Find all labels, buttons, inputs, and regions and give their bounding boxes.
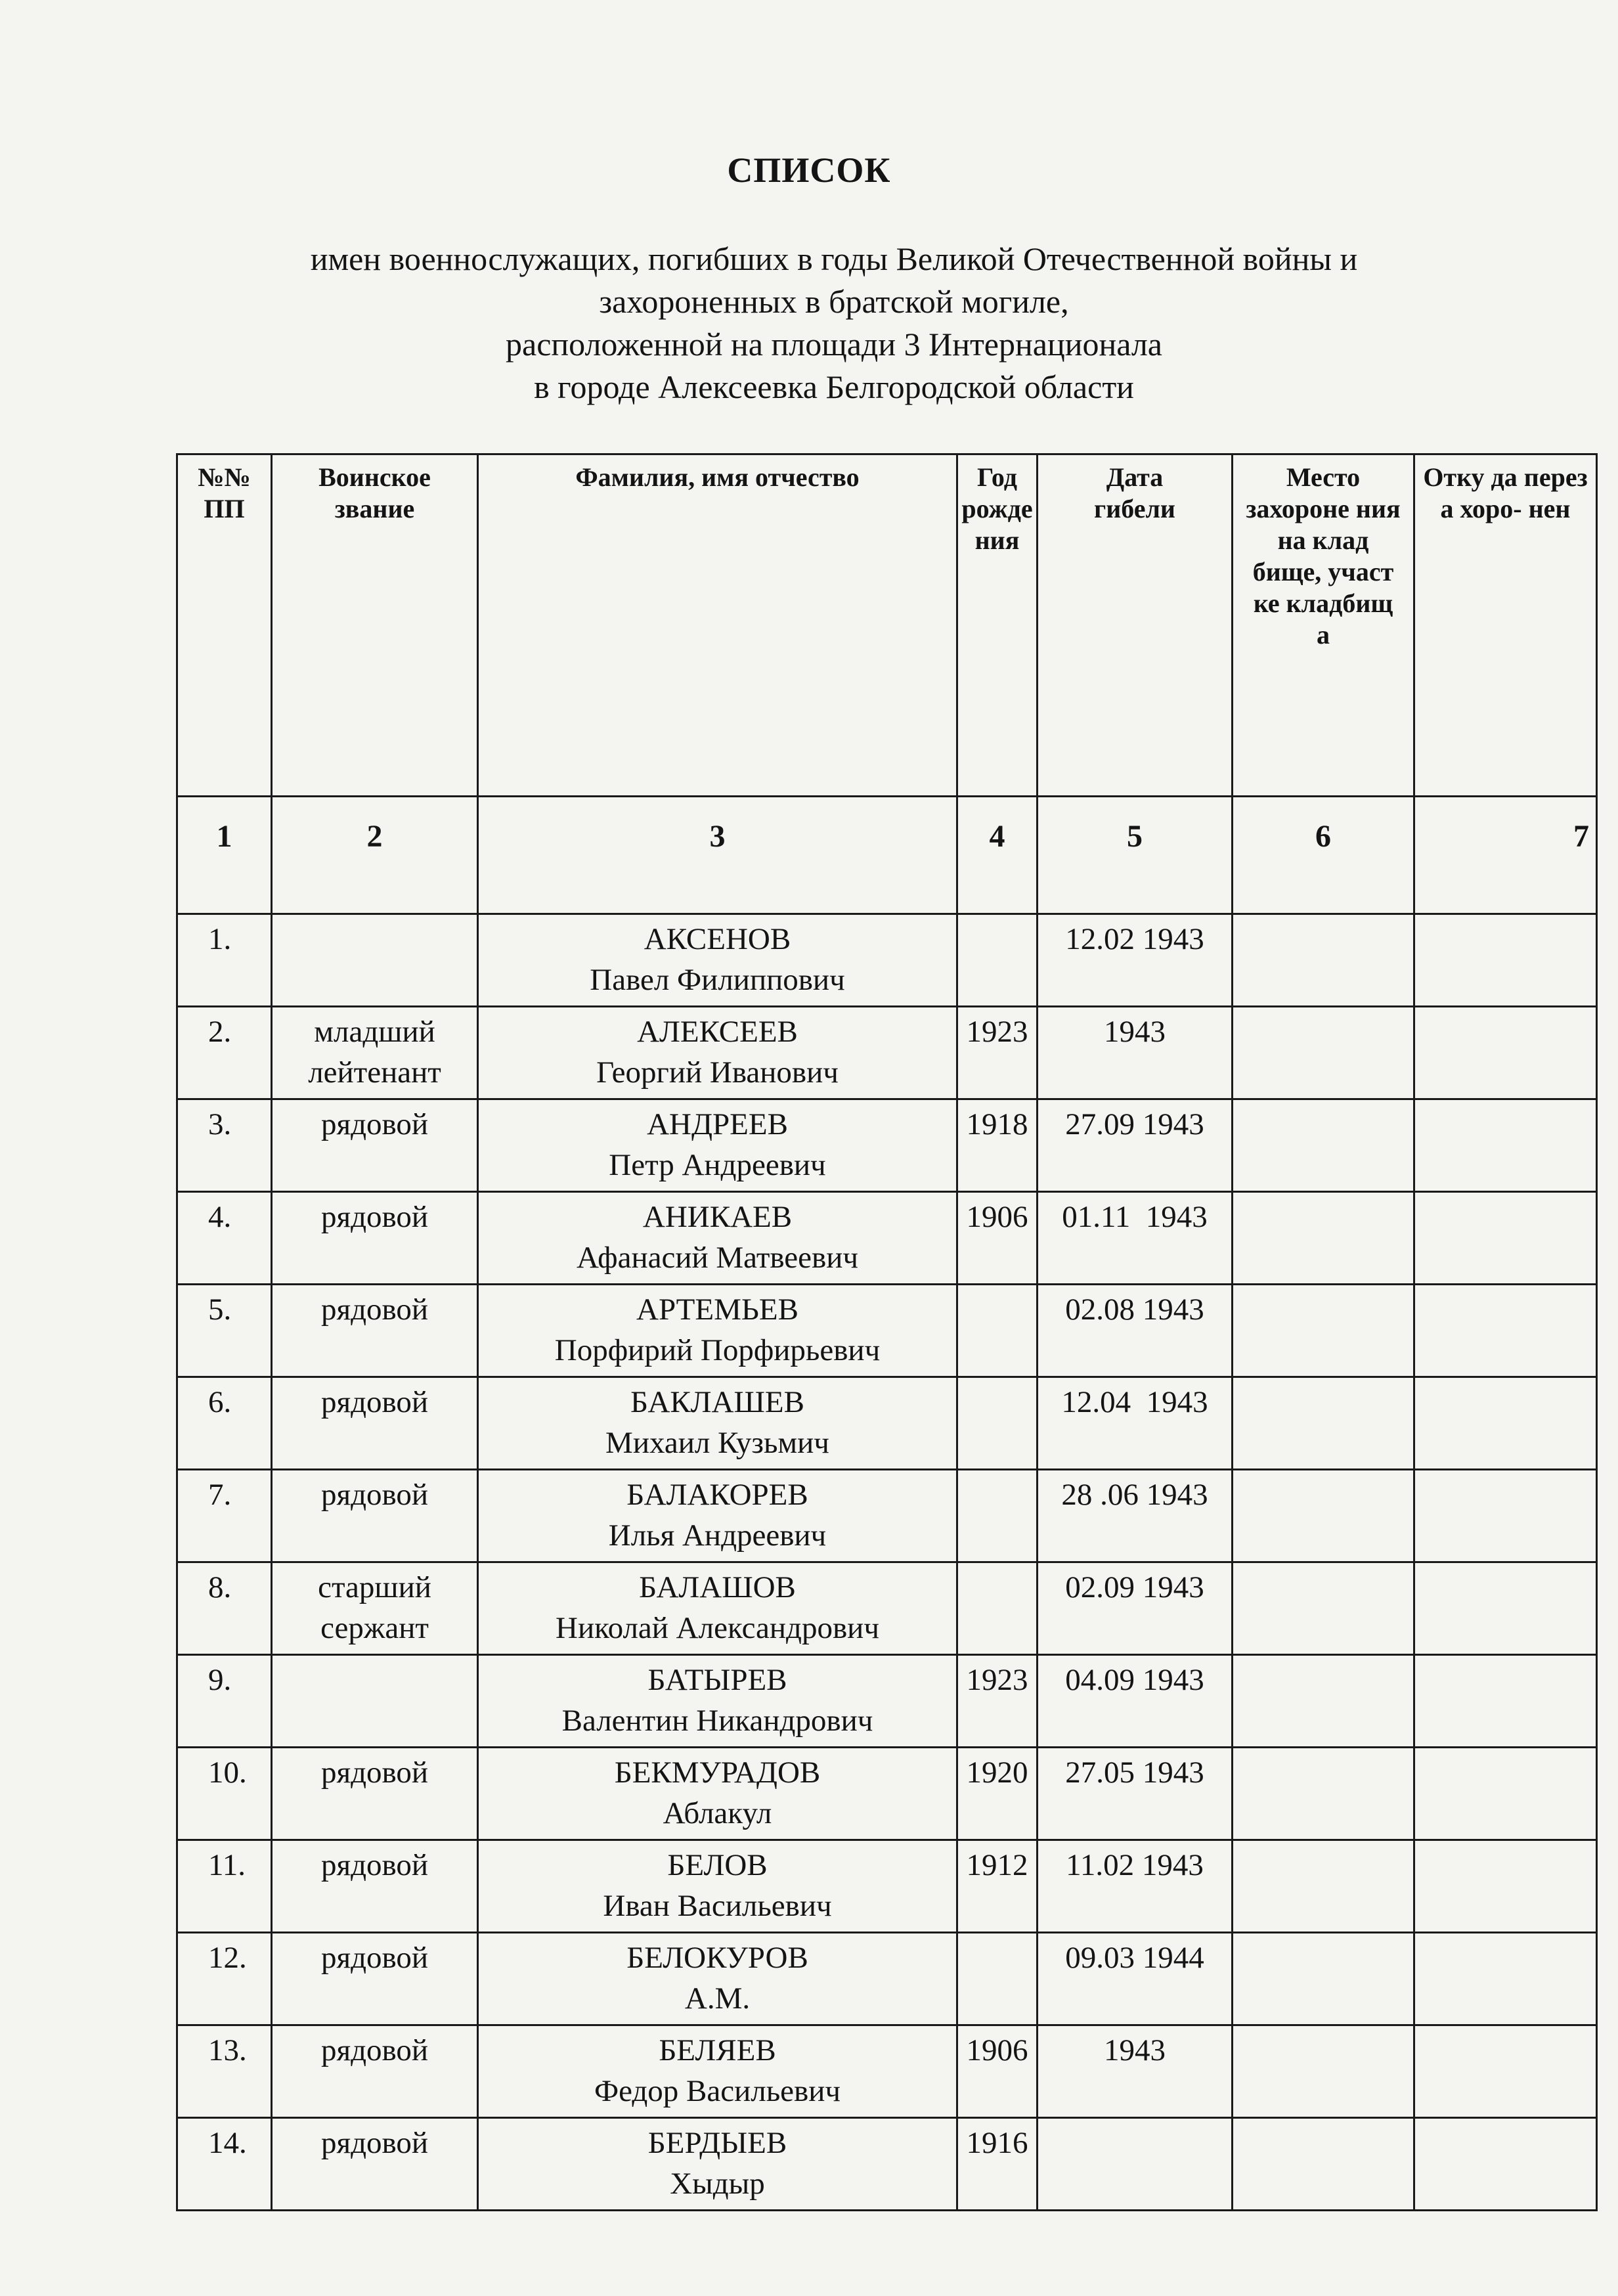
rank-line: лейтенант <box>308 1055 441 1090</box>
rank-line: рядовой <box>320 1200 429 1234</box>
row-death-date <box>1038 1655 1233 1748</box>
row-burial-place <box>1233 1192 1414 1285</box>
row-number <box>177 2118 272 2211</box>
row-burial-place <box>1233 1748 1414 1840</box>
row-burial-place <box>1233 1562 1414 1655</box>
row-number-text: 7. <box>208 1478 232 1512</box>
row-full-name <box>478 1470 957 1562</box>
row-death-date <box>1038 2118 1233 2211</box>
row-rank <box>272 1933 478 2025</box>
row-number <box>177 1655 272 1748</box>
header-full-name: Фамилия, имя отчество <box>478 454 957 797</box>
row-death-date <box>1038 1562 1233 1655</box>
row-rank <box>272 1655 478 1748</box>
given-names: Николай Александрович <box>556 1611 879 1645</box>
row-number-text: 10. <box>208 1755 247 1790</box>
table-row <box>177 1192 1597 1285</box>
rank-line: старший <box>318 1570 431 1604</box>
given-names: Порфирий Порфирьевич <box>554 1333 881 1367</box>
surname: АКСЕНОВ <box>644 922 791 956</box>
burial-list-table <box>176 453 1598 2211</box>
row-full-name <box>478 914 957 1007</box>
birth-year-text: 1920 <box>966 1755 1028 1790</box>
document-title: СПИСОК <box>727 150 891 190</box>
row-full-name <box>478 1933 957 2025</box>
column-number: 6 <box>1233 797 1414 914</box>
given-names: Илья Андреевич <box>608 1518 827 1553</box>
death-date-text: 1943 <box>1104 2033 1166 2067</box>
row-full-name <box>478 1655 957 1748</box>
row-death-date <box>1038 914 1233 1007</box>
row-number <box>177 1840 272 1933</box>
row-burial-place <box>1233 1285 1414 1377</box>
row-full-name <box>478 1285 957 1377</box>
given-names: Аблакул <box>663 1796 772 1830</box>
header-burial-place: Место захороне ния на клад бище, участ ке кладбищ а <box>1233 454 1414 797</box>
subtitle-line: расположенной на площади 3 Интернационала <box>506 326 1162 363</box>
row-death-date <box>1038 1377 1233 1470</box>
row-birth-year <box>957 1007 1038 1099</box>
row-number-text: 4. <box>208 1200 232 1234</box>
row-number-text: 6. <box>208 1385 232 1419</box>
row-birth-year <box>957 2118 1038 2211</box>
column-number: 3 <box>478 797 957 914</box>
surname: АЛЕКСЕЕВ <box>637 1015 798 1049</box>
given-names: Иван Васильевич <box>603 1889 832 1923</box>
row-reburied-from <box>1414 1840 1597 1933</box>
row-number <box>177 914 272 1007</box>
row-burial-place <box>1233 1007 1414 1099</box>
table-row <box>177 1099 1597 1192</box>
row-death-date <box>1038 1285 1233 1377</box>
table-row <box>177 1933 1597 2025</box>
surname: БЕЛЯЕВ <box>659 2033 776 2067</box>
row-reburied-from <box>1414 1377 1597 1470</box>
row-burial-place <box>1233 1099 1414 1192</box>
row-full-name <box>478 1562 957 1655</box>
row-number-text: 3. <box>208 1107 232 1141</box>
column-number: 5 <box>1038 797 1233 914</box>
row-reburied-from <box>1414 1655 1597 1748</box>
given-names: Афанасий Матвеевич <box>577 1241 858 1275</box>
row-reburied-from <box>1414 1933 1597 2025</box>
row-number-text: 14. <box>208 2126 247 2160</box>
table-row <box>177 2118 1597 2211</box>
row-birth-year <box>957 1285 1038 1377</box>
surname: БЕЛОКУРОВ <box>626 1941 808 1975</box>
row-burial-place <box>1233 914 1414 1007</box>
row-full-name <box>478 1007 957 1099</box>
row-rank <box>272 1192 478 1285</box>
row-burial-place <box>1233 1840 1414 1933</box>
death-date-text: 02.08 1943 <box>1065 1292 1204 1327</box>
row-birth-year <box>957 1562 1038 1655</box>
header-rank: Воинское звание <box>272 454 478 797</box>
row-rank <box>272 1377 478 1470</box>
birth-year-text: 1906 <box>966 2033 1028 2067</box>
death-date-text: 04.09 1943 <box>1065 1663 1204 1697</box>
row-birth-year <box>957 1655 1038 1748</box>
death-date-text: 27.05 1943 <box>1065 1755 1204 1790</box>
row-number-text: 2. <box>208 1015 232 1049</box>
table-header-row <box>177 454 1597 797</box>
death-date-text: 09.03 1944 <box>1065 1941 1204 1975</box>
table-row <box>177 1562 1597 1655</box>
row-number <box>177 1377 272 1470</box>
row-death-date <box>1038 1099 1233 1192</box>
rank-line: младший <box>314 1015 435 1049</box>
surname: БАЛАКОРЕВ <box>626 1478 808 1512</box>
row-death-date <box>1038 1470 1233 1562</box>
row-rank <box>272 1840 478 1933</box>
given-names: Валентин Никандрович <box>561 1704 873 1738</box>
given-names: Хыдыр <box>670 2167 765 2201</box>
rank-line: рядовой <box>320 1755 429 1790</box>
row-number <box>177 1562 272 1655</box>
row-death-date <box>1038 1748 1233 1840</box>
birth-year-text: 1918 <box>966 1107 1028 1141</box>
death-date-text: 1943 <box>1104 1015 1166 1049</box>
row-number <box>177 1192 272 1285</box>
row-number-text: 8. <box>208 1570 232 1604</box>
row-birth-year <box>957 1377 1038 1470</box>
row-birth-year <box>957 914 1038 1007</box>
row-burial-place <box>1233 1933 1414 2025</box>
subtitle-line: в городе Алексеевка Белгородской области <box>534 368 1134 405</box>
death-date-text: 12.02 1943 <box>1065 922 1204 956</box>
row-reburied-from <box>1414 2118 1597 2211</box>
birth-year-text: 1923 <box>966 1663 1028 1697</box>
row-death-date <box>1038 1840 1233 1933</box>
row-rank <box>272 1748 478 1840</box>
rank-line: рядовой <box>320 1848 429 1882</box>
table-row <box>177 1377 1597 1470</box>
row-birth-year <box>957 2025 1038 2118</box>
row-number-text: 1. <box>208 922 232 956</box>
header-number: №№ ПП <box>177 454 272 797</box>
row-burial-place <box>1233 2025 1414 2118</box>
row-rank <box>272 2118 478 2211</box>
row-rank <box>272 914 478 1007</box>
row-burial-place <box>1233 1470 1414 1562</box>
row-reburied-from <box>1414 1285 1597 1377</box>
header-birth-year: Год рожде ния <box>957 454 1038 797</box>
subtitle-line: имен военнослужащих, погибших в годы Великой Отечественной войны и <box>310 240 1358 277</box>
row-birth-year <box>957 1748 1038 1840</box>
given-names: Павел Филиппович <box>590 963 845 997</box>
document-subtitle <box>197 238 1471 408</box>
birth-year-text: 1923 <box>966 1015 1028 1049</box>
row-number-text: 11. <box>208 1848 246 1882</box>
row-number <box>177 1933 272 2025</box>
row-number-text: 5. <box>208 1292 232 1327</box>
column-number-row <box>177 797 1597 914</box>
death-date-text: 28 .06 1943 <box>1061 1478 1208 1512</box>
subtitle-line: захороненных в братской могиле, <box>599 283 1069 320</box>
row-number-text: 9. <box>208 1663 232 1697</box>
row-full-name <box>478 2025 957 2118</box>
rank-line: рядовой <box>320 2033 429 2067</box>
row-death-date <box>1038 2025 1233 2118</box>
row-number <box>177 2025 272 2118</box>
surname: АРТЕМЬЕВ <box>636 1292 798 1327</box>
rank-line: рядовой <box>320 1478 429 1512</box>
surname: БАКЛАШЕВ <box>630 1385 804 1419</box>
table-row <box>177 914 1597 1007</box>
row-rank <box>272 1099 478 1192</box>
surname: БЕЛОВ <box>667 1848 768 1882</box>
row-number <box>177 1099 272 1192</box>
column-number: 4 <box>957 797 1038 914</box>
birth-year-text: 1906 <box>966 1200 1028 1234</box>
table-body <box>177 914 1597 2211</box>
row-birth-year <box>957 1470 1038 1562</box>
rank-line: рядовой <box>320 1385 429 1419</box>
row-reburied-from <box>1414 1099 1597 1192</box>
surname: АНДРЕЕВ <box>647 1107 788 1141</box>
table-row <box>177 2025 1597 2118</box>
row-rank <box>272 1562 478 1655</box>
column-number: 7 <box>1414 797 1597 914</box>
header-death-date: Дата гибели <box>1038 454 1233 797</box>
surname: БАЛАШОВ <box>639 1570 796 1604</box>
row-number-text: 13. <box>208 2033 247 2067</box>
row-number <box>177 1748 272 1840</box>
table-row <box>177 1655 1597 1748</box>
row-full-name <box>478 1099 957 1192</box>
table-row <box>177 1840 1597 1933</box>
row-number <box>177 1007 272 1099</box>
row-birth-year <box>957 1192 1038 1285</box>
surname: БЕРДЫЕВ <box>647 2126 787 2160</box>
given-names: Георгий Иванович <box>596 1055 839 1090</box>
death-date-text: 27.09 1943 <box>1065 1107 1204 1141</box>
death-date-text: 12.04 1943 <box>1061 1385 1208 1419</box>
row-rank <box>272 1285 478 1377</box>
rank-line: рядовой <box>320 2126 429 2160</box>
table-row <box>177 1748 1597 1840</box>
row-reburied-from <box>1414 2025 1597 2118</box>
row-birth-year <box>957 1933 1038 2025</box>
row-full-name <box>478 2118 957 2211</box>
column-number: 1 <box>177 797 272 914</box>
row-reburied-from <box>1414 1470 1597 1562</box>
row-birth-year <box>957 1099 1038 1192</box>
surname: АНИКАЕВ <box>642 1200 793 1234</box>
row-full-name <box>478 1192 957 1285</box>
row-reburied-from <box>1414 1192 1597 1285</box>
rank-line: рядовой <box>320 1107 429 1141</box>
rank-line: рядовой <box>320 1941 429 1975</box>
row-reburied-from <box>1414 914 1597 1007</box>
row-rank <box>272 2025 478 2118</box>
row-reburied-from <box>1414 1748 1597 1840</box>
row-death-date <box>1038 1192 1233 1285</box>
surname: БАТЫРЕВ <box>647 1663 787 1697</box>
rank-line: сержант <box>320 1611 429 1645</box>
table-row <box>177 1285 1597 1377</box>
row-full-name <box>478 1377 957 1470</box>
table-row <box>177 1007 1597 1099</box>
rank-line: рядовой <box>320 1292 429 1327</box>
surname: БЕКМУРАДОВ <box>614 1755 821 1790</box>
row-full-name <box>478 1840 957 1933</box>
given-names: Петр Андреевич <box>609 1148 826 1182</box>
row-death-date <box>1038 1933 1233 2025</box>
row-burial-place <box>1233 2118 1414 2211</box>
row-number-text: 12. <box>208 1941 247 1975</box>
row-number <box>177 1470 272 1562</box>
row-rank <box>272 1470 478 1562</box>
row-death-date <box>1038 1007 1233 1099</box>
row-burial-place <box>1233 1377 1414 1470</box>
birth-year-text: 1916 <box>966 2126 1028 2160</box>
death-date-text: 01.11 1943 <box>1062 1200 1208 1234</box>
row-full-name <box>478 1748 957 1840</box>
row-number <box>177 1285 272 1377</box>
given-names: Михаил Кузьмич <box>605 1426 829 1460</box>
column-number: 2 <box>272 797 478 914</box>
header-reburied-from: Отку да перез а хоро- нен <box>1414 454 1597 797</box>
given-names: Федор Васильевич <box>594 2074 841 2108</box>
row-rank <box>272 1007 478 1099</box>
death-date-text: 11.02 1943 <box>1066 1848 1204 1882</box>
row-burial-place <box>1233 1655 1414 1748</box>
birth-year-text: 1912 <box>966 1848 1028 1882</box>
death-date-text: 02.09 1943 <box>1065 1570 1204 1604</box>
given-names: А.М. <box>684 1981 751 2016</box>
row-reburied-from <box>1414 1562 1597 1655</box>
row-birth-year <box>957 1840 1038 1933</box>
table-row <box>177 1470 1597 1562</box>
row-reburied-from <box>1414 1007 1597 1099</box>
